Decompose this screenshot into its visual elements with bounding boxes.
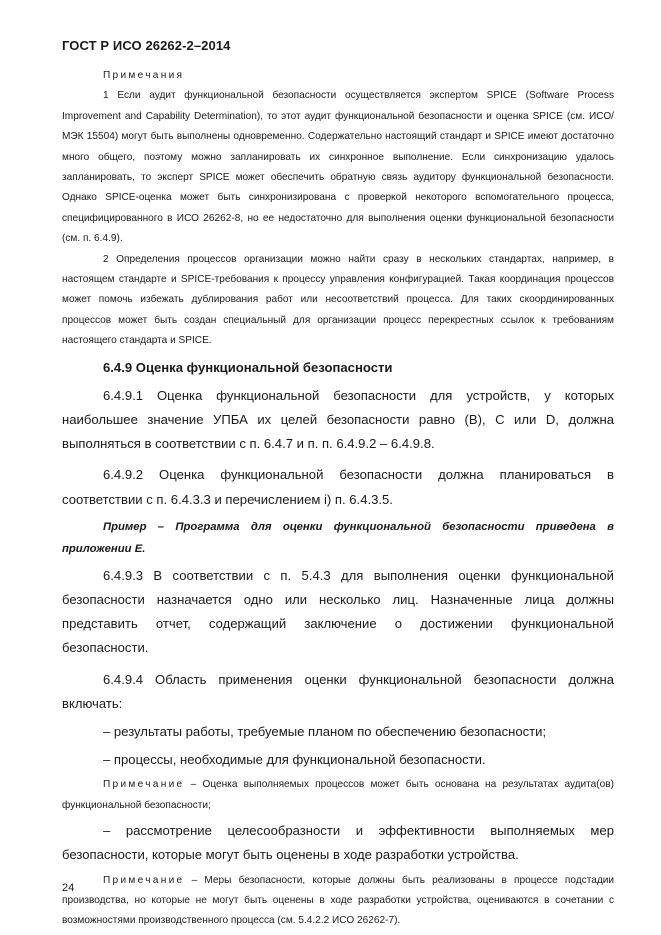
paragraph-6-4-9-4: 6.4.9.4 Область применения оценки функциональной безопасности должна включать: xyxy=(62,671,614,711)
document-header: ГОСТ Р ИСО 26262-2–2014 xyxy=(62,38,231,53)
paragraph-6-4-9-2: 6.4.9.2 Оценка функциональной безопасности должна планироваться в соответствии с п. 6.4.3.3 и перечислением i) п. 6.4.3.5. xyxy=(62,467,614,507)
section-body-2 xyxy=(62,819,614,867)
notes-label: Примечания xyxy=(103,70,185,81)
note-b xyxy=(62,871,614,932)
note-b-block xyxy=(62,871,614,932)
example-text: Пример – Программа для оценки функциональной безопасности приведена в приложении Е. xyxy=(62,520,614,555)
paragraph-6-4-9-1: 6.4.9.1 Оценка функциональной безопасности для устройств, у которых наибольшее значение УПБА их целей безопасности равно (B), C или D, должна выполняться в соответствии с п. 6.4.7 и п. п. 6.4.9.2 – 6.4.9.8. xyxy=(62,387,614,452)
list-item-results: – результаты работы, требуемые планом по обеспечению безопасности; xyxy=(103,723,547,739)
note-a-block xyxy=(62,775,614,816)
notes-block xyxy=(62,66,614,352)
list-item-processes: – процессы, необходимые для функциональной безопасности. xyxy=(103,752,486,768)
paragraph-6-4-9-3: 6.4.9.3 В соответствии с п. 5.4.3 для выполнения оценки функциональной безопасности назначается одно или несколько лиц. Назначенные лица должны представить отчет, содержащий заключение о достижении функциональной безопасности. xyxy=(62,567,614,656)
section-heading: 6.4.9 Оценка функциональной безопасности xyxy=(103,359,393,375)
note-2: 2 Определения процессов организации можно найти сразу в нескольких стандартах, например, в настоящем стандарте и SPICE-требования к процессу управления конфигурацией. Такая координация процессов может помочь избежать дублирования работ или несоответствий процесса. Для таких скоординированных процессов может быть создан специальный для организации процесс перекрестных ссылок к требованиям настоящего стандарта и SPICE. xyxy=(62,253,614,347)
note-b-text: – Меры безопасности, которые должны быть реализованы в процессе подстадии производства, но которые не могут быть оценены в ходе разработки устройства, оцениваются в сочетании с возможностями производственного процесса (см. 5.4.2.2 ИСО 26262-7). xyxy=(62,874,614,927)
note-1: 1 Если аудит функциональной безопасности осуществляется экспертом SPICE (Software Process Improvement and Capability Determination), то этот аудит функциональной безопасности и оценка SPICE (см. ИСО/МЭК 15504) могут быть выполнены одновременно. Содержательно настоящий стандарт и SPICE имеют достаточно много общего, поэтому можно запланировать их синхронное выполнение. Если синхронизацию удалось запланировать, то эксперт SPICE может обеспечить обратную связь аудитору функциональной безопасности. Однако SPICE-оценка может быть синхронизирована с проверкой некоторого вспомогательного процесса, специфицированного в ИСО 26262-8, но ее недостаточно для выполнения оценки функциональной безопасности (см. п. 6.4.9). xyxy=(62,90,614,245)
note-a xyxy=(62,775,614,816)
note-a-text: – Оценка выполняемых процессов может быть основана на результатах аудита(ов) функциональной безопасности; xyxy=(62,779,614,811)
list-item-review: – рассмотрение целесообразности и эффективности выполняемых мер безопасности, которые могут быть оценены в ходе разработки устройства. xyxy=(62,823,614,863)
page-number: 24 xyxy=(62,882,75,894)
page-content xyxy=(62,66,614,932)
section-body xyxy=(62,384,614,773)
note-a-label: Примечание xyxy=(103,779,185,791)
note-b-label: Примечание xyxy=(103,874,185,886)
